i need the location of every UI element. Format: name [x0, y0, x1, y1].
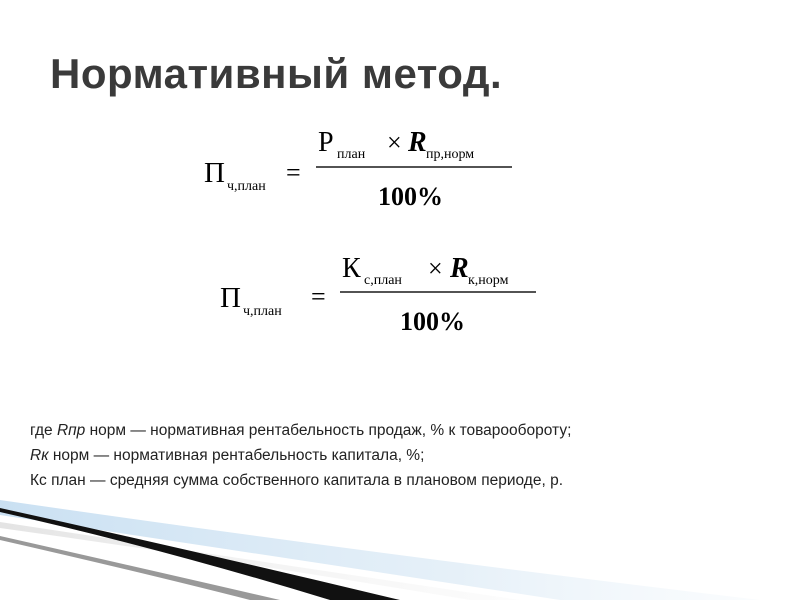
- f1-lhs-main: П: [204, 157, 225, 189]
- f2-lhs-sub: ч,план: [243, 304, 282, 319]
- slide-title: Нормативный метод.: [50, 50, 503, 97]
- f1-lhs-sub: ч,план: [227, 179, 266, 194]
- f1-num-b-main: R: [408, 127, 427, 158]
- definition-symbol: Rк: [30, 447, 49, 464]
- definition-text: норм — нормативная рентабельность капитала, %;: [48, 447, 425, 464]
- definition-text: Кс план — средняя сумма собственного капитала в плановом периоде, р.: [30, 472, 563, 489]
- f1-denominator: 100%: [378, 182, 443, 211]
- definition-symbol: Rпр: [56, 422, 86, 439]
- f2-times: ×: [428, 254, 443, 283]
- f1-num-b-sub: пр,норм: [426, 147, 475, 162]
- f1-times: ×: [387, 128, 402, 157]
- f2-num-a-sub: с,план: [364, 273, 402, 288]
- f2-denominator: 100%: [400, 307, 465, 336]
- f1-num-a-sub: план: [337, 147, 366, 162]
- f2-lhs-main: П: [220, 282, 241, 314]
- f2-equals: =: [311, 282, 326, 311]
- f2-num-a-main: К: [342, 253, 361, 284]
- f2-num-b-sub: к,норм: [468, 273, 509, 288]
- definition-text: норм — нормативная рентабельность продаж, % к товарообороту;: [85, 422, 572, 439]
- f1-equals: =: [286, 158, 301, 187]
- f1-num-a-main: Р: [318, 127, 334, 158]
- definition-prefix: где: [30, 422, 57, 439]
- f2-num-b-main: R: [450, 253, 469, 284]
